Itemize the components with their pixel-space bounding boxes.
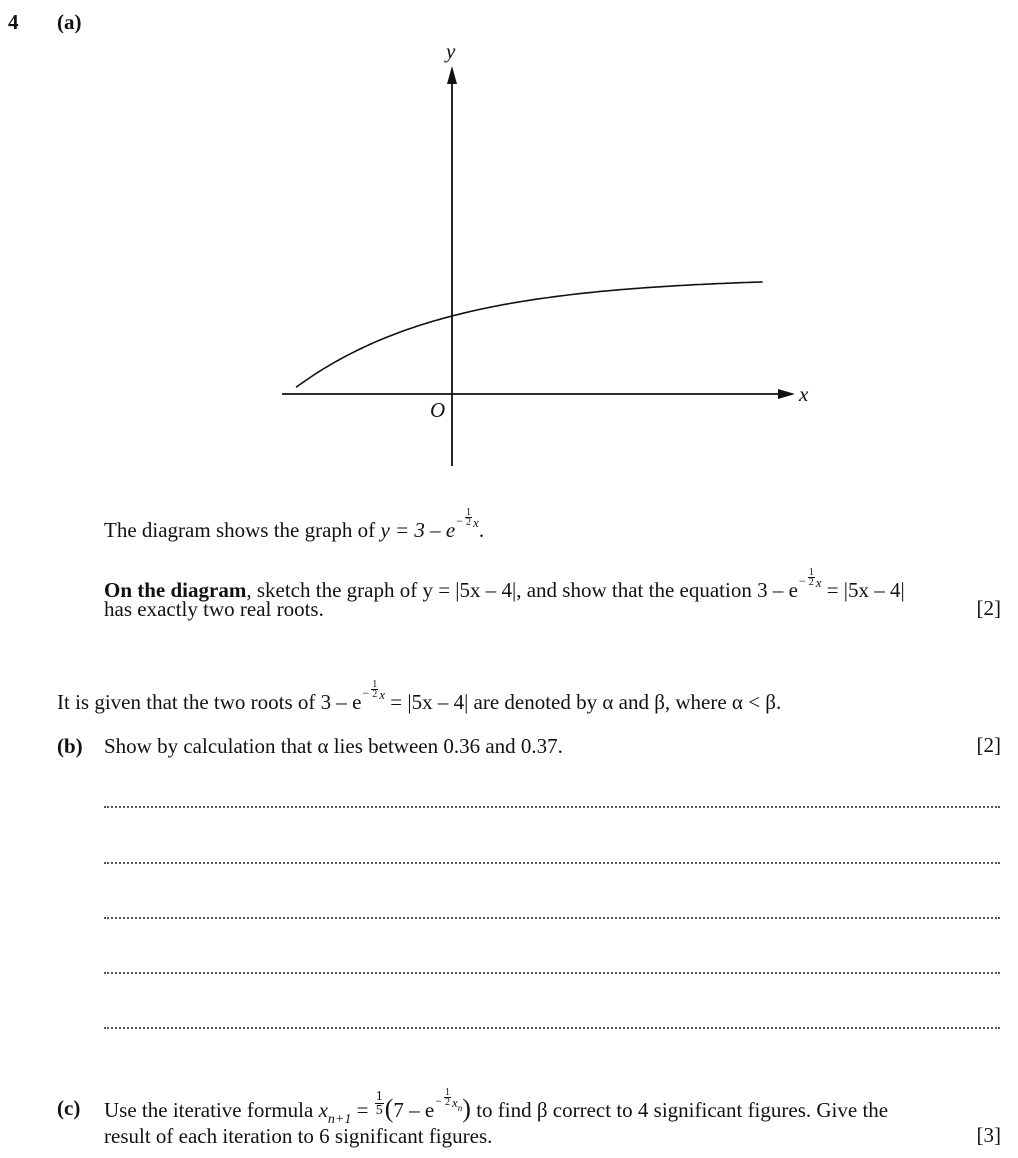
- c-text-1-rest: to find β correct to 4 significant figures. Give the: [476, 1098, 889, 1122]
- answer-line[interactable]: [104, 972, 1000, 974]
- c-formula-sub: n+1: [327, 1112, 352, 1127]
- a-text-2-rest: , sketch the graph of y = |5x – 4|, and show that the equation 3 – e: [246, 578, 798, 602]
- x-axis-arrow: [778, 389, 795, 399]
- part-a-text-3: has exactly two real roots.: [104, 597, 324, 621]
- c-formula-lhs: x: [318, 1098, 328, 1122]
- question-number: 4: [8, 10, 19, 34]
- part-a-text-2: On the diagram, sketch the graph of y = |5x – 4|, and show that the equation 3 – e− $\frac{1}{2}$ $^x$ = |5x – 4|: [104, 567, 905, 602]
- graph-figure: [270, 36, 830, 476]
- y-axis-label: y: [446, 39, 456, 63]
- x-axis-label: x: [799, 382, 809, 406]
- part-c-marks: [3]: [976, 1123, 1001, 1147]
- part-c-text-1: Use the iterative formula $x_{n+1}$ = $\frac{1}{5}$ (7 – e− $\frac{1}{2}$ $^{xn}$) to find β correct to 4 significant figures. Give the: [104, 1087, 889, 1127]
- answer-line[interactable]: [104, 806, 1000, 808]
- given-suffix: = |5x – 4| are denoted by α and β, where α < β.: [385, 690, 782, 714]
- c-formula-fraction: $\frac{1}{5}$: [375, 1089, 383, 1118]
- a-text-1-equation: y = 3 – e: [380, 518, 456, 542]
- part-b-marks: [2]: [976, 733, 1001, 757]
- given-prefix: It is given that the two roots of 3 – e: [57, 690, 362, 714]
- exp-curve: [296, 282, 763, 387]
- part-b-label: (b): [57, 734, 83, 758]
- exponent-fraction: [456, 514, 464, 528]
- part-c-text-2: result of each iteration to 6 significant figures.: [104, 1124, 493, 1148]
- c-formula-eq: =: [356, 1098, 369, 1122]
- a-text-2-eq-end: = |5x – 4|: [821, 578, 905, 602]
- c-formula-inner: 7 – e: [393, 1098, 435, 1122]
- exponent-half: $\frac{1}{2}$: [466, 507, 472, 528]
- part-c-label: (c): [57, 1096, 81, 1120]
- exp-sign: −: [456, 514, 464, 528]
- part-a-marks: [2]: [976, 596, 1001, 620]
- part-a-label: (a): [57, 10, 82, 34]
- a-text-2-bold: On the diagram: [104, 578, 247, 602]
- given-statement: It is given that the two roots of 3 – e− $\frac{1}{2}$ $^x$ = |5x – 4| are denoted by α and β, where α < β.: [57, 679, 782, 714]
- origin-label: O: [430, 398, 446, 422]
- a-text-1-prefix: The diagram shows the graph of: [104, 518, 381, 542]
- part-b-text: Show by calculation that α lies between 0.36 and 0.37.: [104, 734, 563, 758]
- part-a-text-1: The diagram shows the graph of y = 3 – e− $\frac{1}{2}$ $^x$.: [104, 507, 485, 542]
- y-axis-arrow: [447, 66, 457, 84]
- answer-line[interactable]: [104, 1027, 1000, 1029]
- answer-line[interactable]: [104, 862, 1000, 864]
- answer-line[interactable]: [104, 917, 1000, 919]
- exponent-var: x: [473, 515, 479, 530]
- c-text-1: Use the iterative formula: [104, 1098, 314, 1122]
